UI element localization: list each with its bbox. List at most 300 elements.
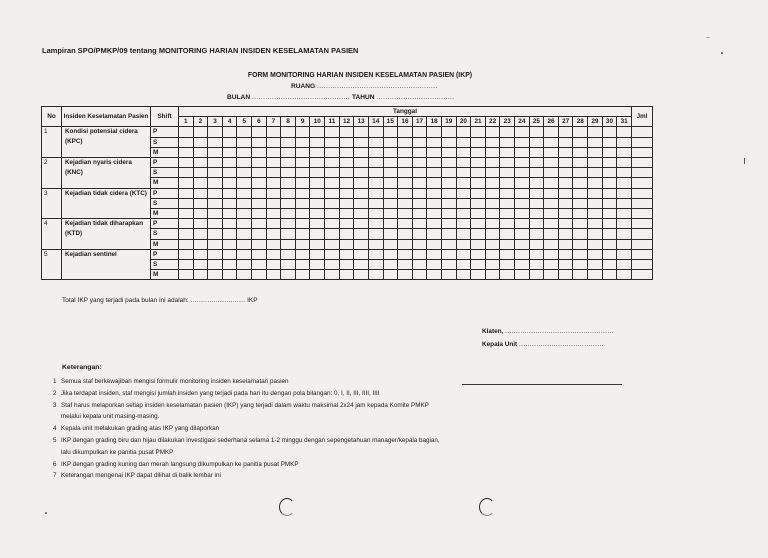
place-date-line — [482, 328, 614, 341]
day-cell — [368, 147, 383, 157]
day-header: 13 — [354, 117, 369, 127]
day-cell — [515, 137, 530, 147]
day-cell — [310, 127, 325, 137]
note-number: 4 — [53, 425, 57, 433]
day-cell — [193, 137, 208, 147]
day-cell — [588, 147, 603, 157]
day-cell — [339, 168, 354, 178]
day-cell — [368, 127, 383, 137]
day-cell — [208, 249, 223, 259]
day-cell — [544, 229, 559, 239]
day-cell — [412, 178, 427, 188]
day-cell — [266, 249, 281, 259]
day-cell — [237, 168, 252, 178]
day-cell — [398, 229, 413, 239]
day-cell — [412, 249, 427, 259]
day-cell — [500, 249, 515, 259]
day-cell — [573, 260, 588, 270]
day-cell — [573, 209, 588, 219]
day-header: 27 — [558, 117, 573, 127]
day-header: 8 — [281, 117, 296, 127]
incident-type: Kondisi potensial cidera (KPC) — [62, 127, 151, 158]
note-number: 3 — [53, 401, 57, 409]
scan-speck — [45, 512, 47, 514]
shift-code: P — [151, 249, 179, 259]
day-header: 15 — [383, 117, 398, 127]
day-cell — [515, 198, 530, 208]
day-cell — [398, 188, 413, 198]
day-cell — [456, 270, 471, 280]
note-text: Jika terdapat insiden, staf mengisi jumlah insiden yang terjadi pada hari itu dengan pola bilangan: 0, I, II, III, IIII, IIII — [61, 389, 380, 397]
day-cell — [325, 168, 340, 178]
day-cell — [295, 198, 310, 208]
day-cell — [485, 147, 500, 157]
day-cell — [325, 178, 340, 188]
header-incident: Insiden Keselamatan Pasien — [62, 107, 151, 127]
day-cell — [485, 239, 500, 249]
day-cell — [368, 209, 383, 219]
day-cell — [573, 147, 588, 157]
day-cell — [471, 239, 486, 249]
day-cell — [237, 209, 252, 219]
day-cell — [325, 158, 340, 168]
day-cell — [588, 137, 603, 147]
day-cell — [339, 158, 354, 168]
day-cell — [558, 229, 573, 239]
note-text: Semua staf berkewajiban mengisi formulir monitoring insiden keselamatan pasien — [61, 378, 289, 385]
row-number: 5 — [42, 249, 62, 280]
day-cell — [515, 168, 530, 178]
day-cell — [588, 260, 603, 270]
day-cell — [588, 127, 603, 137]
day-cell — [456, 219, 471, 229]
day-cell — [281, 219, 296, 229]
day-header: 14 — [368, 117, 383, 127]
day-cell — [354, 147, 369, 157]
day-cell — [471, 188, 486, 198]
day-cell — [368, 168, 383, 178]
day-cell — [252, 147, 267, 157]
day-cell — [617, 209, 632, 219]
day-cell — [412, 158, 427, 168]
day-cell — [222, 188, 237, 198]
day-cell — [573, 158, 588, 168]
day-cell — [310, 158, 325, 168]
day-cell — [515, 178, 530, 188]
day-cell — [427, 260, 442, 270]
day-cell — [485, 158, 500, 168]
day-cell — [515, 270, 530, 280]
day-cell — [529, 127, 544, 137]
day-header: 19 — [441, 117, 456, 127]
shift-code: M — [151, 209, 179, 219]
day-cell — [193, 260, 208, 270]
table-row — [42, 219, 653, 229]
tahun-dots: ................................... — [376, 94, 455, 101]
day-cell — [544, 260, 559, 270]
day-cell — [602, 209, 617, 219]
day-cell — [529, 137, 544, 147]
day-cell — [354, 178, 369, 188]
day-cell — [295, 209, 310, 219]
day-cell — [515, 188, 530, 198]
day-header: 4 — [222, 117, 237, 127]
day-header: 2 — [193, 117, 208, 127]
day-cell — [573, 198, 588, 208]
day-cell — [558, 249, 573, 259]
day-cell — [485, 260, 500, 270]
row-number: 2 — [42, 158, 62, 189]
day-cell — [237, 178, 252, 188]
day-cell — [339, 147, 354, 157]
day-cell — [427, 178, 442, 188]
day-cell — [485, 168, 500, 178]
day-header: 31 — [617, 117, 632, 127]
day-cell — [515, 158, 530, 168]
ruang-label: RUANG — [291, 83, 316, 90]
day-cell — [558, 219, 573, 229]
day-cell — [252, 270, 267, 280]
day-cell — [441, 198, 456, 208]
day-cell — [354, 229, 369, 239]
day-cell — [252, 168, 267, 178]
day-cell — [602, 219, 617, 229]
day-cell — [325, 260, 340, 270]
day-cell — [252, 219, 267, 229]
day-cell — [325, 270, 340, 280]
day-header: 17 — [412, 117, 427, 127]
day-cell — [515, 147, 530, 157]
day-header: 10 — [310, 117, 325, 127]
day-cell — [602, 198, 617, 208]
head-unit-dots: ....................................... — [518, 341, 604, 348]
day-cell — [529, 147, 544, 157]
day-cell — [368, 229, 383, 239]
day-cell — [310, 239, 325, 249]
day-cell — [441, 229, 456, 239]
incident-type: Kejadian tidak cidera (KTC) — [62, 188, 151, 219]
day-cell — [252, 137, 267, 147]
day-cell — [354, 249, 369, 259]
day-cell — [485, 219, 500, 229]
day-cell — [310, 260, 325, 270]
day-cell — [281, 188, 296, 198]
note-number: 1 — [53, 378, 57, 385]
day-cell — [281, 198, 296, 208]
day-cell — [515, 260, 530, 270]
day-header: 3 — [208, 117, 223, 127]
day-cell — [500, 270, 515, 280]
day-cell — [383, 147, 398, 157]
header-jml: Jml — [632, 107, 653, 127]
day-cell — [354, 168, 369, 178]
day-cell — [485, 270, 500, 280]
day-cell — [208, 127, 223, 137]
row-number: 4 — [42, 219, 62, 250]
day-cell — [339, 127, 354, 137]
day-cell — [383, 178, 398, 188]
day-cell — [573, 188, 588, 198]
day-cell — [193, 249, 208, 259]
day-cell — [412, 209, 427, 219]
day-cell — [558, 188, 573, 198]
day-cell — [500, 158, 515, 168]
day-header: 25 — [529, 117, 544, 127]
day-cell — [339, 239, 354, 249]
day-cell — [295, 270, 310, 280]
note-text: Kepala unit melakukan grading atas IKP yang dilaporkan — [61, 425, 220, 433]
day-cell — [398, 127, 413, 137]
day-cell — [310, 219, 325, 229]
note-text: Staf harus melaporkan setiap insiden keselamatan pasien (IKP) yang terjadi dalam waktu maksimal 2x24 jam kepada Komite PMKP melalui kepala unit masing-masing. — [61, 401, 429, 421]
day-cell — [179, 209, 194, 219]
day-cell — [193, 209, 208, 219]
day-cell — [310, 168, 325, 178]
day-cell — [456, 127, 471, 137]
total-cell — [632, 198, 653, 208]
day-cell — [500, 209, 515, 219]
day-cell — [617, 270, 632, 280]
day-cell — [237, 270, 252, 280]
day-cell — [354, 260, 369, 270]
day-cell — [529, 168, 544, 178]
day-cell — [179, 239, 194, 249]
day-cell — [266, 137, 281, 147]
day-cell — [398, 168, 413, 178]
day-cell — [500, 147, 515, 157]
day-header: 29 — [588, 117, 603, 127]
day-cell — [529, 229, 544, 239]
day-cell — [427, 147, 442, 157]
day-cell — [544, 219, 559, 229]
scan-speck — [706, 37, 710, 38]
day-cell — [295, 249, 310, 259]
day-cell — [222, 239, 237, 249]
day-header: 18 — [427, 117, 442, 127]
day-cell — [208, 260, 223, 270]
day-cell — [544, 178, 559, 188]
day-cell — [529, 270, 544, 280]
day-cell — [222, 270, 237, 280]
day-cell — [237, 229, 252, 239]
day-cell — [281, 147, 296, 157]
day-cell — [441, 127, 456, 137]
day-cell — [588, 158, 603, 168]
day-cell — [398, 158, 413, 168]
day-cell — [412, 260, 427, 270]
day-cell — [237, 127, 252, 137]
day-header: 22 — [485, 117, 500, 127]
day-cell — [471, 209, 486, 219]
punch-hole-left-icon — [279, 498, 295, 516]
bulan-tahun-line — [227, 94, 455, 101]
day-cell — [208, 198, 223, 208]
note-item — [53, 435, 440, 459]
day-cell — [252, 158, 267, 168]
day-cell — [441, 188, 456, 198]
day-cell — [441, 158, 456, 168]
day-cell — [383, 127, 398, 137]
day-cell — [222, 178, 237, 188]
day-cell — [544, 127, 559, 137]
day-cell — [179, 188, 194, 198]
day-cell — [412, 127, 427, 137]
day-cell — [339, 249, 354, 259]
day-cell — [471, 229, 486, 239]
shift-code: M — [151, 147, 179, 157]
document-heading: Lampiran SPO/PMKP/09 tentang MONITORING HARIAN INSIDEN KESELAMATAN PASIEN — [42, 46, 359, 55]
day-cell — [252, 229, 267, 239]
day-cell — [602, 188, 617, 198]
day-cell — [208, 188, 223, 198]
day-cell — [398, 147, 413, 157]
day-cell — [208, 158, 223, 168]
day-cell — [573, 178, 588, 188]
day-cell — [208, 137, 223, 147]
day-cell — [412, 270, 427, 280]
day-cell — [383, 219, 398, 229]
day-cell — [193, 147, 208, 157]
day-cell — [325, 198, 340, 208]
shift-code: P — [151, 127, 179, 137]
note-item — [53, 470, 440, 482]
day-cell — [383, 209, 398, 219]
signature-rule — [462, 384, 622, 385]
day-cell — [471, 249, 486, 259]
day-cell — [193, 127, 208, 137]
day-cell — [500, 198, 515, 208]
scan-speck — [744, 158, 745, 164]
day-cell — [325, 249, 340, 259]
incident-type: Kejadian tidak diharapkan (KTD) — [62, 219, 151, 250]
day-cell — [588, 270, 603, 280]
day-cell — [266, 158, 281, 168]
day-cell — [208, 209, 223, 219]
shift-code: M — [151, 270, 179, 280]
day-cell — [441, 260, 456, 270]
day-cell — [354, 209, 369, 219]
day-cell — [281, 229, 296, 239]
day-cell — [617, 158, 632, 168]
day-cell — [295, 260, 310, 270]
day-cell — [295, 147, 310, 157]
shift-code: S — [151, 229, 179, 239]
day-cell — [558, 147, 573, 157]
day-cell — [427, 219, 442, 229]
total-cell — [632, 178, 653, 188]
day-cell — [529, 158, 544, 168]
bulan-label: BULAN — [227, 94, 251, 101]
day-cell — [310, 198, 325, 208]
day-cell — [427, 239, 442, 249]
day-cell — [471, 178, 486, 188]
day-cell — [193, 239, 208, 249]
day-cell — [617, 188, 632, 198]
day-cell — [281, 158, 296, 168]
day-cell — [602, 260, 617, 270]
day-cell — [441, 147, 456, 157]
day-cell — [573, 229, 588, 239]
note-item — [53, 423, 440, 435]
day-cell — [354, 239, 369, 249]
day-cell — [471, 168, 486, 178]
day-cell — [500, 137, 515, 147]
day-cell — [252, 178, 267, 188]
day-cell — [354, 137, 369, 147]
day-cell — [222, 127, 237, 137]
day-cell — [573, 219, 588, 229]
day-cell — [485, 178, 500, 188]
day-cell — [354, 158, 369, 168]
day-cell — [237, 188, 252, 198]
day-cell — [515, 219, 530, 229]
day-cell — [310, 209, 325, 219]
day-cell — [325, 147, 340, 157]
day-cell — [471, 270, 486, 280]
day-cell — [412, 137, 427, 147]
day-cell — [339, 270, 354, 280]
day-cell — [485, 137, 500, 147]
day-cell — [310, 188, 325, 198]
day-header: 6 — [252, 117, 267, 127]
day-cell — [325, 209, 340, 219]
row-number: 1 — [42, 127, 62, 158]
day-header: 1 — [179, 117, 194, 127]
total-cell — [632, 127, 653, 137]
total-cell — [632, 249, 653, 259]
day-cell — [383, 158, 398, 168]
table-row — [42, 249, 653, 259]
day-cell — [398, 178, 413, 188]
day-cell — [456, 137, 471, 147]
note-number: 7 — [53, 472, 57, 480]
total-cell — [632, 137, 653, 147]
day-cell — [295, 127, 310, 137]
day-cell — [617, 249, 632, 259]
tahun-label: TAHUN — [351, 94, 375, 101]
day-cell — [193, 188, 208, 198]
day-cell — [295, 188, 310, 198]
day-cell — [529, 198, 544, 208]
day-cell — [544, 198, 559, 208]
day-cell — [368, 178, 383, 188]
day-cell — [398, 209, 413, 219]
day-cell — [617, 239, 632, 249]
day-cell — [500, 127, 515, 137]
day-cell — [485, 188, 500, 198]
day-cell — [544, 270, 559, 280]
day-cell — [325, 229, 340, 239]
day-header: 16 — [398, 117, 413, 127]
total-cell — [632, 168, 653, 178]
day-cell — [222, 137, 237, 147]
day-cell — [354, 270, 369, 280]
day-cell — [237, 239, 252, 249]
day-cell — [558, 209, 573, 219]
day-cell — [222, 168, 237, 178]
day-header: 23 — [500, 117, 515, 127]
day-cell — [485, 229, 500, 239]
day-header: 12 — [339, 117, 354, 127]
day-cell — [456, 249, 471, 259]
day-cell — [383, 198, 398, 208]
day-cell — [544, 137, 559, 147]
day-cell — [558, 239, 573, 249]
day-cell — [339, 219, 354, 229]
day-cell — [617, 229, 632, 239]
day-cell — [266, 229, 281, 239]
day-cell — [252, 239, 267, 249]
